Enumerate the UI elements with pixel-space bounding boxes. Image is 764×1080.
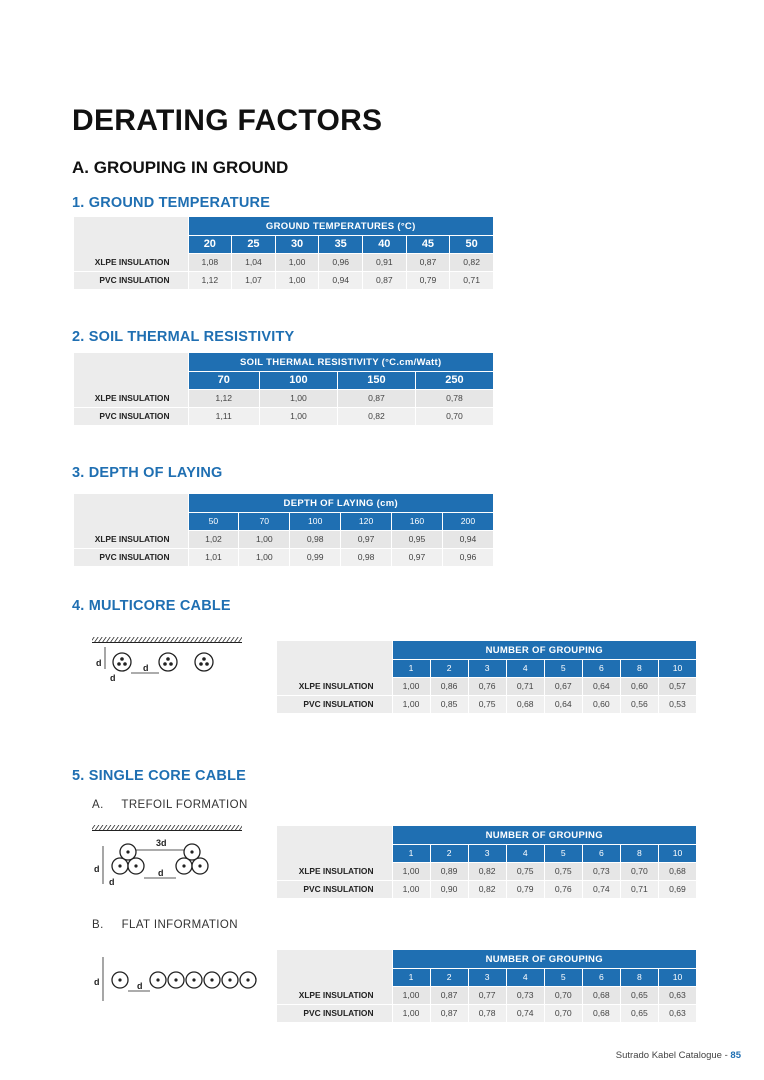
table-cell: 0,71 xyxy=(450,272,494,290)
column-header: 70 xyxy=(188,372,259,390)
table-row xyxy=(277,863,697,881)
table-row xyxy=(74,408,494,426)
row-label: XLPE INSULATION xyxy=(74,390,188,408)
table-cell: 1,00 xyxy=(392,863,430,881)
column-header: 6 xyxy=(582,660,620,678)
row-label: XLPE INSULATION xyxy=(277,863,392,881)
page-footer xyxy=(616,1050,741,1061)
column-header: 2 xyxy=(430,660,468,678)
table-cell: 0,70 xyxy=(544,987,582,1005)
dimension-label: d xyxy=(110,673,116,683)
table-cell: 1,08 xyxy=(188,254,232,272)
column-header: 250 xyxy=(415,372,493,390)
dimension-label: d xyxy=(96,658,102,668)
row-label: XLPE INSULATION xyxy=(74,254,188,272)
table-row xyxy=(277,1005,697,1023)
table-cell: 0,64 xyxy=(582,678,620,696)
column-header: 120 xyxy=(341,513,392,531)
column-header: 50 xyxy=(450,236,494,254)
table-row xyxy=(74,272,494,290)
flat-cable-group-icon xyxy=(150,972,256,988)
column-header: 4 xyxy=(506,969,544,987)
table-cell: 0,98 xyxy=(290,531,341,549)
table-cell: 0,56 xyxy=(620,696,658,714)
multicore-cable-icon xyxy=(159,653,177,671)
table-cell: 1,00 xyxy=(392,987,430,1005)
table-cell: 0,82 xyxy=(337,408,415,426)
table-cell: 0,76 xyxy=(468,678,506,696)
page-title: DERATING FACTORS xyxy=(72,104,383,137)
table-cell: 0,60 xyxy=(582,696,620,714)
column-header: 4 xyxy=(506,845,544,863)
subsection-trefoil-formation xyxy=(92,799,248,811)
dimension-label: d xyxy=(109,877,115,887)
table-cell: 1,00 xyxy=(259,390,337,408)
table-cell: 1,00 xyxy=(275,272,319,290)
table-cell: 1,12 xyxy=(188,390,259,408)
table-header: NUMBER OF GROUPING xyxy=(392,826,697,845)
table-row xyxy=(277,696,697,714)
table-cell: 0,71 xyxy=(620,881,658,899)
table-header: SOIL THERMAL RESISTIVITY (°C.cm/Watt) xyxy=(188,353,494,372)
table-cell: 0,65 xyxy=(620,1005,658,1023)
column-header: 35 xyxy=(319,236,363,254)
row-label: XLPE INSULATION xyxy=(74,531,188,549)
table-row xyxy=(277,678,697,696)
row-label: PVC INSULATION xyxy=(74,272,188,290)
table-corner xyxy=(74,494,188,531)
column-header: 100 xyxy=(259,372,337,390)
multicore-cable-diagram xyxy=(92,633,252,685)
table-cell: 1,00 xyxy=(392,1005,430,1023)
flat-formation-diagram xyxy=(92,955,262,1005)
flat-cable-group-icon xyxy=(112,972,128,988)
column-header: 1 xyxy=(392,660,430,678)
dimension-label: d xyxy=(143,663,149,673)
table-header: NUMBER OF GROUPING xyxy=(392,641,697,660)
column-header: 100 xyxy=(290,513,341,531)
table-header: GROUND TEMPERATURES (°C) xyxy=(188,217,494,236)
table-cell: 0,65 xyxy=(620,987,658,1005)
table-cell: 0,87 xyxy=(363,272,407,290)
table-cell: 0,87 xyxy=(337,390,415,408)
column-header: 40 xyxy=(363,236,407,254)
table-cell: 0,89 xyxy=(430,863,468,881)
table-cell: 1,11 xyxy=(188,408,259,426)
column-header: 1 xyxy=(392,969,430,987)
column-header: 8 xyxy=(620,969,658,987)
table-cell: 0,57 xyxy=(658,678,696,696)
column-header: 25 xyxy=(232,236,276,254)
table-depth-of-laying xyxy=(74,493,494,567)
table-flat-information xyxy=(277,949,697,1023)
table-cell: 0,71 xyxy=(506,678,544,696)
page-subtitle: A. GROUPING IN GROUND xyxy=(72,158,289,177)
table-cell: 0,87 xyxy=(430,1005,468,1023)
table-cell: 0,70 xyxy=(544,1005,582,1023)
row-label: XLPE INSULATION xyxy=(277,987,392,1005)
table-cell: 0,82 xyxy=(450,254,494,272)
subsection-title: FLAT INFORMATION xyxy=(121,919,238,931)
table-cell: 0,97 xyxy=(341,531,392,549)
table-cell: 0,64 xyxy=(544,696,582,714)
table-cell: 0,96 xyxy=(319,254,363,272)
table-cell: 0,95 xyxy=(392,531,443,549)
table-cell: 0,97 xyxy=(392,549,443,567)
table-cell: 0,67 xyxy=(544,678,582,696)
multicore-cable-icon xyxy=(113,653,131,671)
footer-text: Sutrado Kabel Catalogue xyxy=(615,1050,722,1061)
table-cell: 0,75 xyxy=(468,696,506,714)
table-cell: 0,94 xyxy=(442,531,493,549)
table-cell: 0,82 xyxy=(468,863,506,881)
column-header: 6 xyxy=(582,969,620,987)
row-label: PVC INSULATION xyxy=(74,408,188,426)
table-cell: 0,75 xyxy=(506,863,544,881)
table-row xyxy=(74,390,494,408)
section-heading-single-core-cable: 5. SINGLE CORE CABLE xyxy=(72,768,246,784)
column-header: 3 xyxy=(468,969,506,987)
table-cell: 1,00 xyxy=(275,254,319,272)
table-cell: 0,69 xyxy=(658,881,696,899)
table-cell: 0,94 xyxy=(319,272,363,290)
column-header: 5 xyxy=(544,969,582,987)
table-row xyxy=(74,254,494,272)
row-label: PVC INSULATION xyxy=(277,696,392,714)
table-cell: 0,87 xyxy=(406,254,450,272)
column-header: 10 xyxy=(658,660,696,678)
table-cell: 1,00 xyxy=(239,531,290,549)
column-header: 160 xyxy=(392,513,443,531)
table-cell: 0,79 xyxy=(506,881,544,899)
table-row xyxy=(74,531,494,549)
column-header: 200 xyxy=(442,513,493,531)
table-cell: 0,68 xyxy=(506,696,544,714)
column-header: 8 xyxy=(620,845,658,863)
table-cell: 0,63 xyxy=(658,1005,696,1023)
table-cell: 0,68 xyxy=(582,1005,620,1023)
table-multicore-cable xyxy=(277,640,697,714)
table-cell: 0,74 xyxy=(582,881,620,899)
table-corner xyxy=(277,826,392,863)
row-label: PVC INSULATION xyxy=(277,1005,392,1023)
dimension-label: d xyxy=(94,864,100,874)
table-corner xyxy=(277,950,392,987)
column-header: 70 xyxy=(239,513,290,531)
table-cell: 0,99 xyxy=(290,549,341,567)
dimension-label: d xyxy=(158,868,164,878)
table-corner xyxy=(74,353,188,390)
table-trefoil-formation xyxy=(277,825,697,899)
table-cell: 0,91 xyxy=(363,254,407,272)
page-number: 85 xyxy=(730,1050,741,1061)
table-cell: 0,75 xyxy=(544,863,582,881)
table-cell: 0,90 xyxy=(430,881,468,899)
table-cell: 0,63 xyxy=(658,987,696,1005)
column-header: 50 xyxy=(188,513,239,531)
dimension-label: d xyxy=(94,977,100,987)
column-header: 10 xyxy=(658,845,696,863)
table-cell: 0,76 xyxy=(544,881,582,899)
column-header: 5 xyxy=(544,660,582,678)
column-header: 45 xyxy=(406,236,450,254)
table-cell: 0,74 xyxy=(506,1005,544,1023)
trefoil-cable-group-icon xyxy=(112,844,144,874)
column-header: 4 xyxy=(506,660,544,678)
table-cell: 0,78 xyxy=(468,1005,506,1023)
dimension-label: 3d xyxy=(156,838,167,848)
column-header: 2 xyxy=(430,969,468,987)
subsection-letter: A. xyxy=(92,799,104,811)
table-cell: 0,68 xyxy=(582,987,620,1005)
table-cell: 0,86 xyxy=(430,678,468,696)
table-cell: 0,85 xyxy=(430,696,468,714)
table-cell: 1,00 xyxy=(392,678,430,696)
table-cell: 1,12 xyxy=(188,272,232,290)
column-header: 20 xyxy=(188,236,232,254)
column-header: 10 xyxy=(658,969,696,987)
table-cell: 1,01 xyxy=(188,549,239,567)
table-cell: 1,00 xyxy=(239,549,290,567)
table-cell: 0,78 xyxy=(415,390,493,408)
column-header: 30 xyxy=(275,236,319,254)
trefoil-formation-diagram xyxy=(92,822,252,888)
table-cell: 0,60 xyxy=(620,678,658,696)
table-ground-temperature xyxy=(74,216,494,290)
subsection-letter: B. xyxy=(92,919,104,931)
table-cell: 0,73 xyxy=(506,987,544,1005)
table-cell: 1,00 xyxy=(392,881,430,899)
table-soil-thermal-resistivity xyxy=(74,352,494,426)
section-heading-multicore-cable: 4. MULTICORE CABLE xyxy=(72,598,231,614)
table-cell: 0,96 xyxy=(442,549,493,567)
trefoil-cable-group-icon xyxy=(176,844,208,874)
table-header: DEPTH OF LAYING (cm) xyxy=(188,494,494,513)
column-header: 150 xyxy=(337,372,415,390)
column-header: 3 xyxy=(468,845,506,863)
table-cell: 0,70 xyxy=(620,863,658,881)
column-header: 1 xyxy=(392,845,430,863)
table-cell: 0,68 xyxy=(658,863,696,881)
subsection-flat-information xyxy=(92,919,238,931)
table-cell: 0,73 xyxy=(582,863,620,881)
column-header: 5 xyxy=(544,845,582,863)
table-row xyxy=(74,549,494,567)
table-cell: 0,53 xyxy=(658,696,696,714)
table-cell: 0,98 xyxy=(341,549,392,567)
section-heading-depth-of-laying: 3. DEPTH OF LAYING xyxy=(72,465,223,481)
column-header: 3 xyxy=(468,660,506,678)
table-header: NUMBER OF GROUPING xyxy=(392,950,697,969)
dimension-label: d xyxy=(137,981,143,991)
table-cell: 0,82 xyxy=(468,881,506,899)
table-cell: 1,00 xyxy=(392,696,430,714)
table-cell: 1,04 xyxy=(232,254,276,272)
row-label: PVC INSULATION xyxy=(277,881,392,899)
table-cell: 1,00 xyxy=(259,408,337,426)
row-label: XLPE INSULATION xyxy=(277,678,392,696)
column-header: 6 xyxy=(582,845,620,863)
table-cell: 0,77 xyxy=(468,987,506,1005)
table-cell: 0,70 xyxy=(415,408,493,426)
table-corner xyxy=(74,217,188,254)
column-header: 8 xyxy=(620,660,658,678)
section-heading-ground-temperature: 1. GROUND TEMPERATURE xyxy=(72,195,271,211)
row-label: PVC INSULATION xyxy=(74,549,188,567)
table-row xyxy=(277,881,697,899)
section-heading-soil-thermal-resistivity: 2. SOIL THERMAL RESISTIVITY xyxy=(72,329,295,345)
table-cell: 0,87 xyxy=(430,987,468,1005)
subsection-title: TREFOIL FORMATION xyxy=(121,799,248,811)
footer-separator: - xyxy=(724,1050,728,1061)
column-header: 2 xyxy=(430,845,468,863)
table-cell: 0,79 xyxy=(406,272,450,290)
multicore-cable-icon xyxy=(195,653,213,671)
table-cell: 1,02 xyxy=(188,531,239,549)
table-corner xyxy=(277,641,392,678)
table-row xyxy=(277,987,697,1005)
table-cell: 1,07 xyxy=(232,272,276,290)
